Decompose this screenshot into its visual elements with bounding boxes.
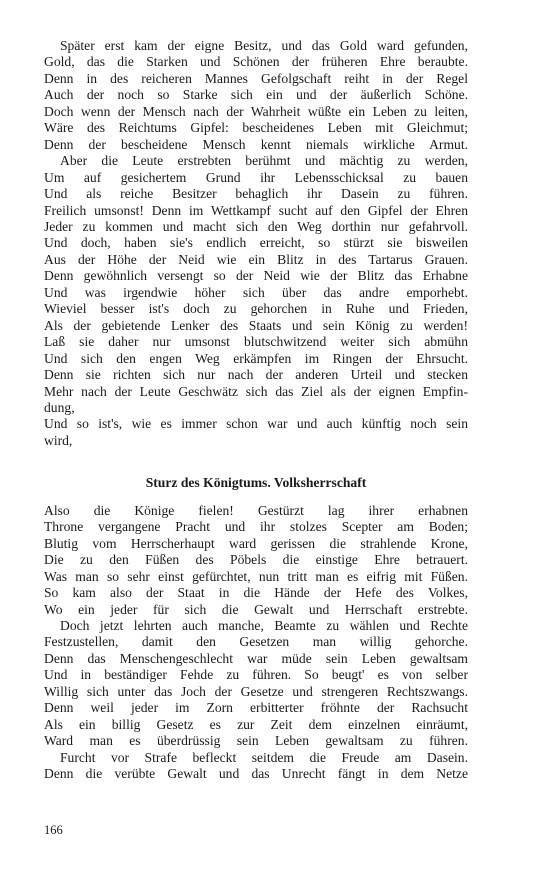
verse-line: Furcht vor Strafe befleckt seitdem die Freude am Dasein.: [60, 749, 468, 765]
verse-line: Denn die verübte Gewalt und das Unrecht fängt in dem Netze: [44, 766, 468, 782]
page-body: [44, 38, 468, 782]
verse-line: Und in beständiger Fehde zu führen. So beugt' es von selber: [44, 667, 468, 683]
verse-line: Jeder zu kommen und macht sich den Weg dorthin nur gefahrvoll.: [44, 218, 468, 234]
page-number: 166: [44, 823, 63, 837]
poem-section-1: [44, 38, 468, 449]
verse-line: Wäre des Reichtums Gipfel: bescheidenes Leben mit Gleichmut;: [44, 120, 468, 136]
verse-line: Denn weil jeder im Zorn erbitterter fröhnte der Rachsucht: [44, 700, 468, 716]
verse-line: Denn gewöhnlich versengt so der Neid wie der Blitz das Erhabne: [44, 268, 468, 284]
verse-line: Denn der bescheidene Mensch kennt niemals wirkliche Armut.: [44, 136, 468, 152]
verse-line: Und so ist's, wie es immer schon war und auch künftig noch sein: [44, 416, 468, 432]
verse-line: Doch jetzt lehrten auch manche, Beamte zu wählen und Rechte: [60, 617, 468, 633]
verse-line: Die zu den Füßen des Pöbels die einstige Ehre betrauert.: [44, 552, 468, 568]
poem-section-2: [44, 503, 468, 783]
verse-line: Wo ein jeder für sich die Gewalt und Herrschaft erstrebte.: [44, 601, 468, 617]
verse-line: Freilich umsonst! Denn im Wettkampf sucht auf den Gipfel der Ehren: [44, 202, 468, 218]
verse-line: Als der gebietende Lenker des Staats und sein König zu werden!: [44, 317, 468, 333]
verse-line: Blutig vom Herrscherhaupt ward gerissen die strahlende Krone,: [44, 535, 468, 551]
verse-line: Also die Könige fielen! Gestürzt lag ihrer erhabnen: [44, 502, 468, 518]
verse-line: Laß sie daher nur umsonst blutschwitzend weiter sich abmühn: [44, 334, 468, 350]
verse-line: Ward man es überdrüssig sein Leben gewaltsam zu führen.: [44, 733, 468, 749]
verse-line: Und doch, haben sie's endlich erreicht, so stürzt sie bisweilen: [44, 235, 468, 251]
verse-line: Und sich den engen Weg erkämpfen im Ringen der Ehrsucht.: [44, 350, 468, 366]
verse-line: Wieviel besser ist's doch zu gehorchen in Ruhe und Frieden,: [44, 301, 468, 317]
verse-line: Denn in des reicheren Mannes Gefolgschaft reiht in der Regel: [44, 70, 468, 86]
verse-line: Doch wenn der Mensch nach der Wahrheit wüßte ein Leben zu leiten,: [44, 103, 468, 119]
verse-line: Was man so sehr einst gefürchtet, nun tritt man es eifrig mit Füßen.: [44, 568, 468, 584]
verse-line: Willig sich unter das Joch der Gesetze und strengeren Rechtszwangs.: [44, 683, 468, 699]
verse-line: Throne vergangene Pracht und ihr stolzes Scepter am Boden;: [44, 519, 468, 535]
verse-line: wird,: [44, 432, 73, 448]
verse-line: Aus der Höhe der Neid wie ein Blitz in des Tartarus Grauen.: [44, 251, 468, 267]
verse-line: Auch der noch so Starke sich ein und der äußerlich Schöne.: [44, 87, 468, 103]
verse-line: Um auf gesichertem Grund ihr Lebensschicksal zu bauen: [44, 169, 468, 185]
verse-line: Gold, das die Starken und Schönen der früheren Ehre beraubte.: [44, 54, 468, 70]
verse-line: Festzustellen, damit den Gesetzen man willig gehorche.: [44, 634, 468, 650]
verse-line: Und als reiche Besitzer behaglich ihr Dasein zu führen.: [44, 186, 468, 202]
verse-line: Später erst kam der eigne Besitz, und das Gold ward gefunden,: [60, 38, 468, 53]
verse-line: So kam also der Staat in die Hände der Hefe des Volkes,: [44, 585, 468, 601]
verse-line: Als ein billig Gesetz es zur Zeit dem einzelnen einräumt,: [44, 716, 468, 732]
verse-line: Denn das Menschengeschlecht war müde sein Leben gewaltsam: [44, 650, 468, 666]
verse-line: Denn sie richten sich nur nach der anderen Urteil und stecken: [44, 367, 468, 383]
verse-line: Aber die Leute erstrebten berühmt und mächtig zu werden,: [60, 153, 468, 169]
verse-line: dung,: [44, 399, 75, 415]
verse-line: Und was irgendwie höher sich über das andre emporhebt.: [44, 284, 468, 300]
section-heading: Sturz des Königtums. Volksherrschaft: [145, 475, 367, 491]
verse-line: Mehr nach der Leute Geschwätz sich das Ziel als der eignen Empfin-: [44, 383, 468, 399]
